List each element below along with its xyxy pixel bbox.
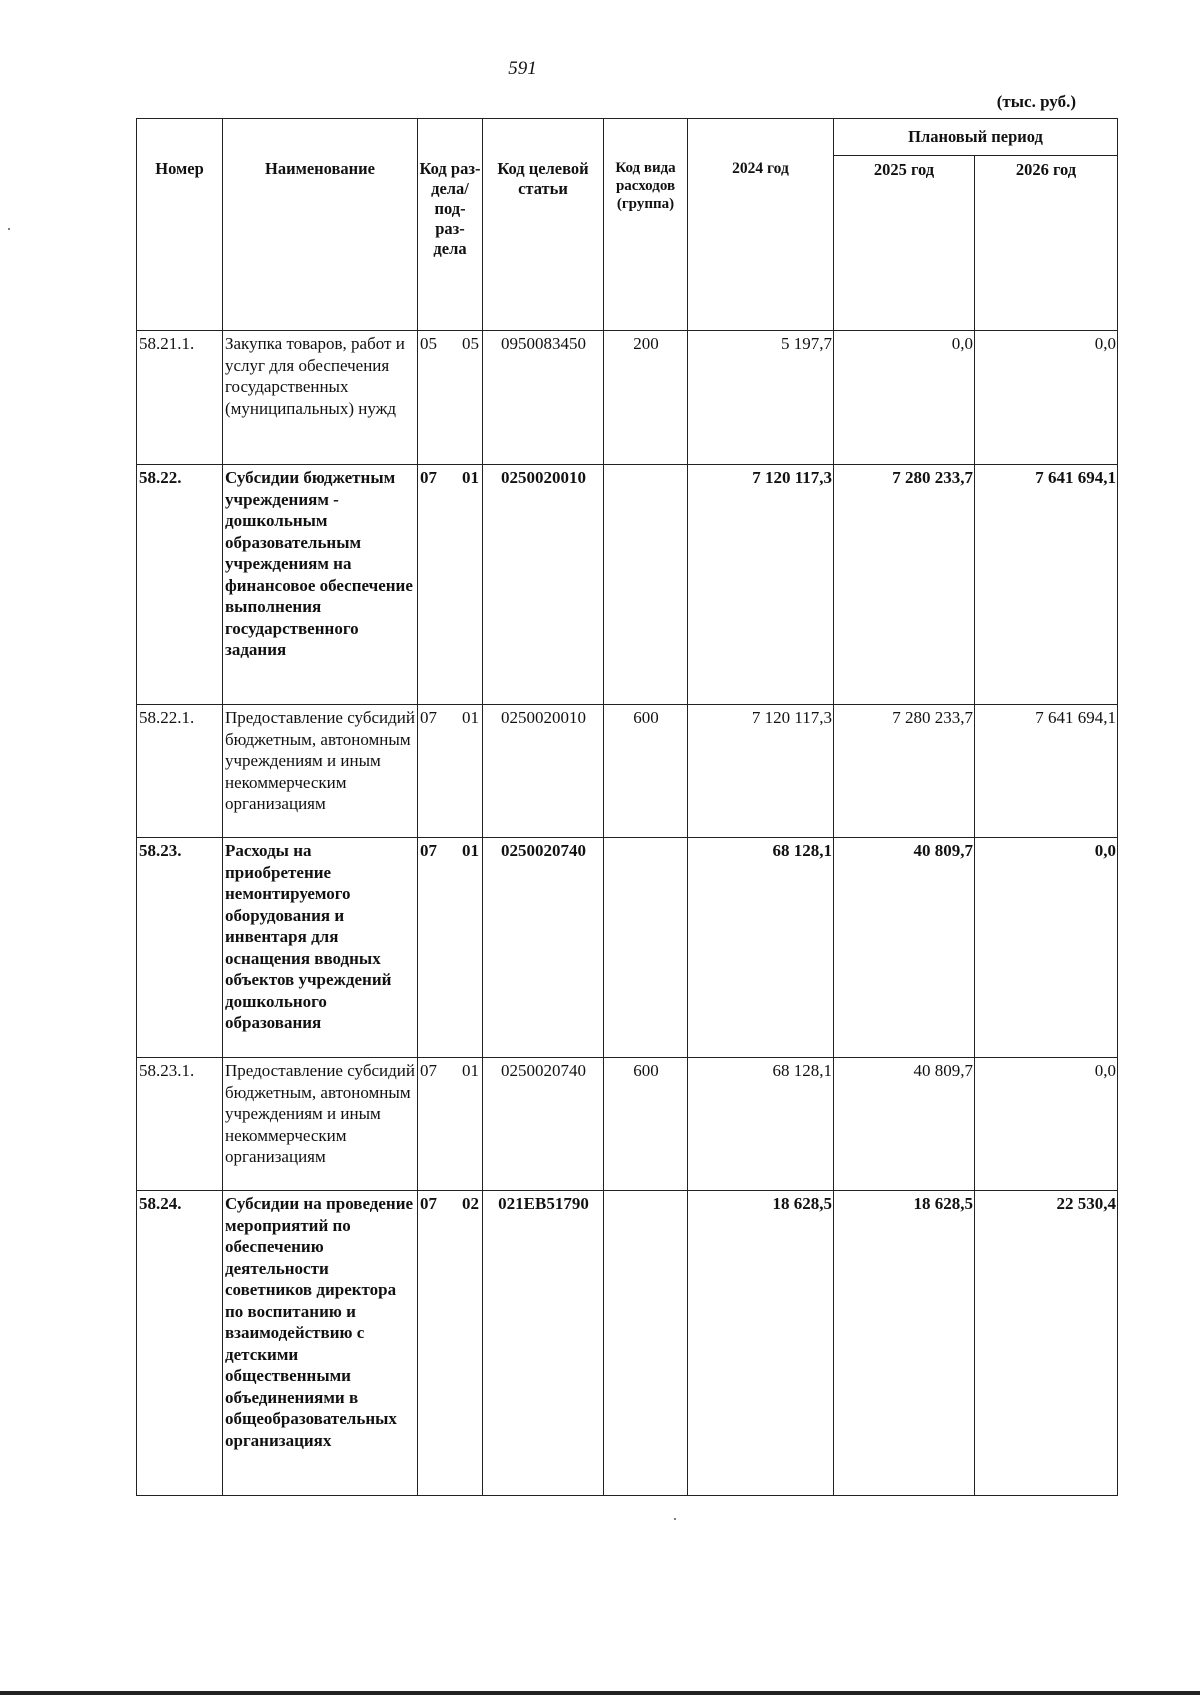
header-name: Наименование [223, 119, 418, 331]
row-number: 58.23. [137, 838, 223, 1058]
podrazdel-code: 05 [462, 334, 479, 353]
row-2025: 18 628,5 [834, 1191, 975, 1496]
header-planned-period: Плановый период [834, 119, 1118, 156]
row-2024: 5 197,7 [688, 331, 834, 465]
row-target-code: 0950083450 [483, 331, 604, 465]
row-name: Расходы на приобретение немонтируемого оборудования и инвентаря для оснащения вводных объектов учреждений дошкольного образования [223, 838, 418, 1058]
units-label: (тыс. руб.) [996, 92, 1076, 111]
razdel-code: 07 [420, 1061, 437, 1080]
row-number: 58.21.1. [137, 331, 223, 465]
razdel-code: 05 [420, 334, 437, 353]
row-razdel [418, 331, 483, 465]
row-name: Субсидии бюджетным учреждениям - дошкольным образовательным учреждениям на финансовое обеспечение выполнения государственного задания [223, 465, 418, 705]
row-2026: 0,0 [975, 331, 1118, 465]
row-2026: 0,0 [975, 1058, 1118, 1191]
header-2026: 2026 год [975, 156, 1118, 331]
podrazdel-code: 01 [462, 1061, 479, 1080]
header-2025: 2025 год [834, 156, 975, 331]
row-razdel [418, 705, 483, 838]
row-expense-type: 200 [604, 331, 688, 465]
row-2025: 0,0 [834, 331, 975, 465]
row-razdel [418, 1191, 483, 1496]
razdel-code: 07 [420, 1194, 437, 1213]
row-target-code: 0250020010 [483, 465, 604, 705]
podrazdel-code: 01 [462, 708, 479, 727]
scan-edge [0, 1691, 1200, 1695]
row-target-code: 0250020740 [483, 838, 604, 1058]
row-expense-type [604, 1191, 688, 1496]
row-target-code: 0250020010 [483, 705, 604, 838]
row-name: Предоставление субсидий бюджетным, автономным учреждениям и иным некоммерческим организациям [223, 705, 418, 838]
header-razdel: Код раз- дела/ под- раз- дела [418, 119, 483, 331]
row-razdel [418, 838, 483, 1058]
razdel-code: 07 [420, 468, 437, 487]
row-2025: 40 809,7 [834, 1058, 975, 1191]
budget-table [136, 118, 1118, 1496]
scan-speck [8, 228, 10, 230]
row-name: Субсидии на проведение мероприятий по обеспечению деятельности советников директора по воспитанию и взаимодействию с детскими общественными объединениями в общеобразовательных организациях [223, 1191, 418, 1496]
razdel-code: 07 [420, 708, 437, 727]
razdel-code: 07 [420, 841, 437, 860]
row-2024: 18 628,5 [688, 1191, 834, 1496]
row-number: 58.22. [137, 465, 223, 705]
page-number: 591 [508, 58, 537, 79]
row-2024: 7 120 117,3 [688, 465, 834, 705]
podrazdel-code: 01 [462, 468, 479, 487]
table-row [137, 838, 1118, 1058]
table-row [137, 1191, 1118, 1496]
table-row [137, 465, 1118, 705]
podrazdel-code: 02 [462, 1194, 479, 1213]
row-2026: 0,0 [975, 838, 1118, 1058]
table-row [137, 705, 1118, 838]
row-number: 58.24. [137, 1191, 223, 1496]
header-row [137, 119, 1118, 156]
row-2026: 7 641 694,1 [975, 705, 1118, 838]
row-name: Предоставление субсидий бюджетным, автономным учреждениям и иным некоммерческим организациям [223, 1058, 418, 1191]
row-2024: 68 128,1 [688, 838, 834, 1058]
table-row [137, 331, 1118, 465]
row-target-code: 0250020740 [483, 1058, 604, 1191]
row-expense-type [604, 838, 688, 1058]
row-number: 58.22.1. [137, 705, 223, 838]
row-razdel [418, 1058, 483, 1191]
row-expense-type: 600 [604, 1058, 688, 1191]
table-row [137, 1058, 1118, 1191]
row-expense-type: 600 [604, 705, 688, 838]
header-expense-type: Код вида расходов (группа) [604, 119, 688, 331]
row-expense-type [604, 465, 688, 705]
row-target-code: 021EB51790 [483, 1191, 604, 1496]
row-2025: 7 280 233,7 [834, 705, 975, 838]
row-razdel [418, 465, 483, 705]
row-2024: 7 120 117,3 [688, 705, 834, 838]
row-name: Закупка товаров, работ и услуг для обеспечения государственных (муниципальных) нужд [223, 331, 418, 465]
podrazdel-code: 01 [462, 841, 479, 860]
row-2024: 68 128,1 [688, 1058, 834, 1191]
scan-speck [674, 1518, 676, 1520]
header-target-code: Код целевой статьи [483, 119, 604, 331]
row-2026: 22 530,4 [975, 1191, 1118, 1496]
row-number: 58.23.1. [137, 1058, 223, 1191]
row-2025: 40 809,7 [834, 838, 975, 1058]
header-2024: 2024 год [688, 119, 834, 331]
row-2025: 7 280 233,7 [834, 465, 975, 705]
header-number: Номер [137, 119, 223, 331]
row-2026: 7 641 694,1 [975, 465, 1118, 705]
